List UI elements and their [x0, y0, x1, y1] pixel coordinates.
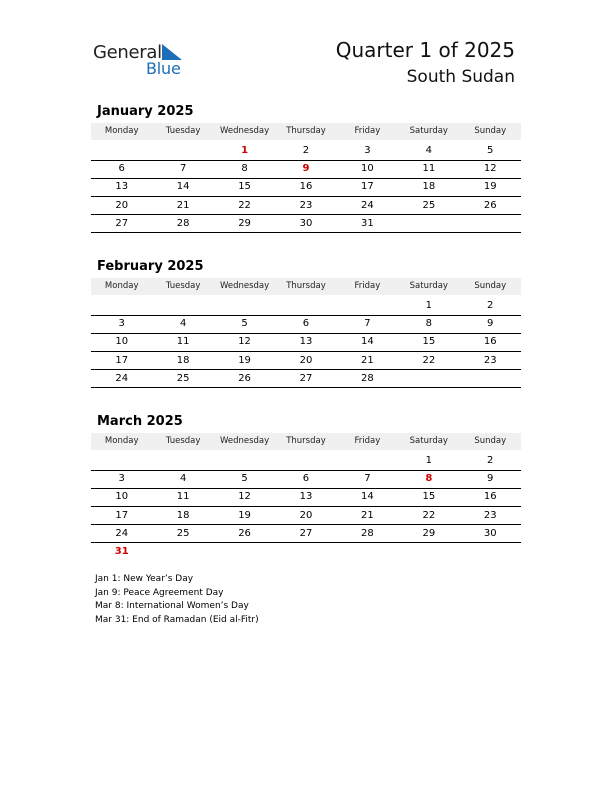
day-cell: 21 [361, 509, 374, 521]
week-row [91, 215, 521, 234]
day-cell: 2 [302, 145, 310, 156]
day-cell: 6 [302, 318, 310, 330]
weekday-header [91, 123, 521, 140]
day-cell: 16 [483, 491, 497, 503]
day-cell: 25 [176, 372, 190, 384]
day-cell: 15 [238, 181, 251, 193]
month-calendar-march [91, 414, 521, 562]
week-row [91, 507, 521, 526]
day-cell: 24 [115, 527, 129, 539]
month-title: February 2025 [97, 259, 204, 274]
day-cell: 5 [241, 318, 248, 330]
empty-day-cell [398, 370, 459, 388]
weekday-label: Thursday [286, 436, 326, 446]
day-cell: 7 [364, 473, 371, 485]
day-cell: 21 [361, 354, 374, 366]
empty-day-cell [275, 543, 336, 561]
empty-day-cell [460, 215, 521, 233]
day-cell: 9 [487, 473, 494, 485]
empty-day-cell [91, 452, 152, 470]
day-cell: 7 [364, 318, 371, 330]
empty-day-cell [460, 370, 521, 388]
week-row [91, 178, 521, 197]
weekday-label: Thursday [286, 126, 326, 136]
empty-day-cell [152, 543, 213, 561]
day-cell: 19 [238, 354, 251, 366]
day-cell: 7 [179, 163, 187, 175]
day-cell: 4 [425, 145, 432, 156]
weekday-label: Sunday [474, 436, 507, 446]
day-cell: 23 [483, 354, 497, 366]
empty-day-cell [214, 452, 275, 470]
week-row [91, 352, 521, 371]
month-title: January 2025 [97, 104, 194, 119]
weekday-label: Sunday [474, 126, 507, 136]
day-cell: 17 [115, 354, 129, 366]
day-cell: 28 [176, 217, 190, 229]
week-row [91, 452, 521, 471]
empty-day-cell [337, 452, 398, 470]
day-cell: 20 [115, 199, 129, 211]
week-row [91, 470, 521, 489]
day-cell: 17 [361, 181, 374, 193]
weekday-label: Monday [104, 281, 139, 291]
weekday-label: Wednesday [219, 436, 270, 446]
day-cell: 13 [299, 491, 313, 503]
weekday-label: Sunday [474, 281, 507, 291]
day-cell: 28 [361, 372, 374, 384]
day-cell: 10 [115, 491, 129, 503]
weekday-label: Monday [104, 436, 139, 446]
day-cell: 16 [299, 181, 313, 193]
day-cell: 26 [238, 372, 251, 384]
week-row [91, 197, 521, 216]
country-name: South Sudan [406, 67, 515, 87]
day-cell: 19 [483, 181, 497, 193]
weekday-label: Tuesday [165, 281, 201, 291]
day-cell: 23 [299, 199, 313, 211]
day-cell: 12 [483, 163, 497, 175]
day-cell: 18 [176, 354, 190, 366]
day-cell: 3 [118, 318, 125, 330]
empty-day-cell [91, 142, 152, 160]
logo-blue-text: Blue [146, 59, 181, 78]
day-cell: 14 [176, 181, 190, 193]
empty-day-cell [337, 543, 398, 561]
empty-day-cell [460, 543, 521, 561]
weekday-label: Wednesday [219, 126, 270, 136]
week-row [91, 142, 521, 161]
day-cell: 10 [361, 163, 374, 175]
day-cell: 24 [361, 199, 374, 211]
day-cell: 11 [422, 163, 436, 175]
logo-general-text: General [93, 42, 162, 63]
day-cell: 22 [422, 509, 436, 521]
day-cell: 12 [238, 336, 251, 348]
holiday-note: Mar 8: International Women’s Day [95, 601, 249, 611]
weekday-label: Tuesday [165, 436, 201, 446]
day-cell: 8 [425, 318, 432, 330]
week-row [91, 370, 521, 389]
week-row [91, 488, 521, 507]
day-cell: 8 [425, 473, 433, 485]
day-cell: 29 [238, 217, 251, 229]
month-calendar-february [91, 259, 521, 389]
day-cell: 19 [238, 509, 251, 521]
empty-day-cell [337, 297, 398, 315]
holiday-note: Jan 9: Peace Agreement Day [95, 587, 224, 598]
weekday-label: Tuesday [165, 126, 201, 136]
week-row [91, 525, 521, 544]
day-cell: 18 [176, 509, 190, 521]
day-cell: 27 [299, 372, 313, 384]
day-cell: 15 [422, 336, 436, 348]
day-cell: 1 [425, 300, 432, 311]
week-row [91, 333, 521, 352]
day-cell: 31 [361, 217, 374, 229]
day-cell: 8 [241, 163, 248, 175]
weekday-label: Saturday [409, 126, 448, 136]
day-cell: 11 [176, 491, 190, 503]
day-cell: 5 [487, 145, 494, 156]
day-cell: 4 [179, 318, 187, 330]
weekday-header [91, 433, 521, 450]
day-cell: 5 [241, 473, 248, 485]
day-cell: 13 [115, 181, 129, 193]
day-cell: 22 [238, 199, 251, 211]
empty-day-cell [91, 297, 152, 315]
day-cell: 25 [422, 199, 436, 211]
day-cell: 28 [361, 527, 374, 539]
weekday-label: Saturday [409, 281, 448, 291]
day-cell: 20 [299, 509, 313, 521]
weekday-label: Friday [354, 436, 381, 446]
day-cell: 30 [299, 217, 313, 229]
week-row [91, 160, 521, 179]
day-cell: 12 [238, 491, 251, 503]
week-row [91, 297, 521, 316]
day-cell: 15 [422, 491, 436, 503]
empty-day-cell [152, 142, 213, 160]
day-cell: 14 [361, 491, 374, 503]
day-cell: 30 [483, 527, 497, 539]
generalblue-logo [93, 40, 193, 78]
day-cell: 6 [302, 473, 310, 485]
week-row [91, 315, 521, 334]
day-cell: 21 [176, 199, 190, 211]
day-cell: 4 [179, 473, 187, 485]
day-cell: 13 [299, 336, 313, 348]
weekday-label: Saturday [409, 436, 448, 446]
empty-day-cell [214, 543, 275, 561]
page-title: Quarter 1 of 2025 [335, 38, 515, 62]
empty-day-cell [275, 452, 336, 470]
day-cell: 23 [483, 509, 497, 521]
day-cell: 25 [176, 527, 190, 539]
day-cell: 1 [425, 455, 432, 466]
empty-day-cell [214, 297, 275, 315]
empty-day-cell [398, 543, 459, 561]
day-cell: 26 [483, 199, 497, 211]
day-cell: 18 [422, 181, 436, 193]
weekday-header [91, 278, 521, 295]
month-calendar-january [91, 104, 521, 234]
holiday-notes [95, 573, 259, 627]
day-cell: 24 [115, 372, 129, 384]
day-cell: 26 [238, 527, 251, 539]
day-cell: 2 [487, 300, 494, 311]
empty-day-cell [152, 452, 213, 470]
weekday-label: Thursday [286, 281, 326, 291]
day-cell: 6 [118, 163, 125, 175]
day-cell: 1 [241, 145, 249, 156]
day-cell: 17 [115, 509, 129, 521]
holiday-note: Jan 1: New Year’s Day [95, 574, 194, 584]
month-title: March 2025 [97, 414, 183, 429]
logo-flag-icon [162, 44, 182, 60]
day-cell: 11 [176, 336, 190, 348]
weekday-label: Friday [354, 281, 381, 291]
weekday-label: Wednesday [219, 281, 270, 291]
day-cell: 31 [114, 546, 129, 557]
empty-day-cell [275, 297, 336, 315]
day-cell: 14 [361, 336, 374, 348]
day-cell: 9 [487, 318, 494, 330]
day-cell: 2 [487, 455, 494, 466]
day-cell: 10 [115, 336, 129, 348]
holiday-note: Mar 31: End of Ramadan (Eid al-Fitr) [95, 614, 259, 625]
day-cell: 27 [115, 217, 129, 229]
day-cell: 27 [299, 527, 313, 539]
day-cell: 16 [483, 336, 497, 348]
week-row [91, 543, 521, 561]
empty-day-cell [152, 297, 213, 315]
day-cell: 22 [422, 354, 436, 366]
day-cell: 3 [118, 473, 125, 485]
weekday-label: Monday [104, 126, 139, 136]
day-cell: 9 [302, 163, 310, 175]
day-cell: 3 [364, 145, 371, 156]
empty-day-cell [398, 215, 459, 233]
day-cell: 20 [299, 354, 313, 366]
day-cell: 29 [422, 527, 436, 539]
weekday-label: Friday [354, 126, 381, 136]
